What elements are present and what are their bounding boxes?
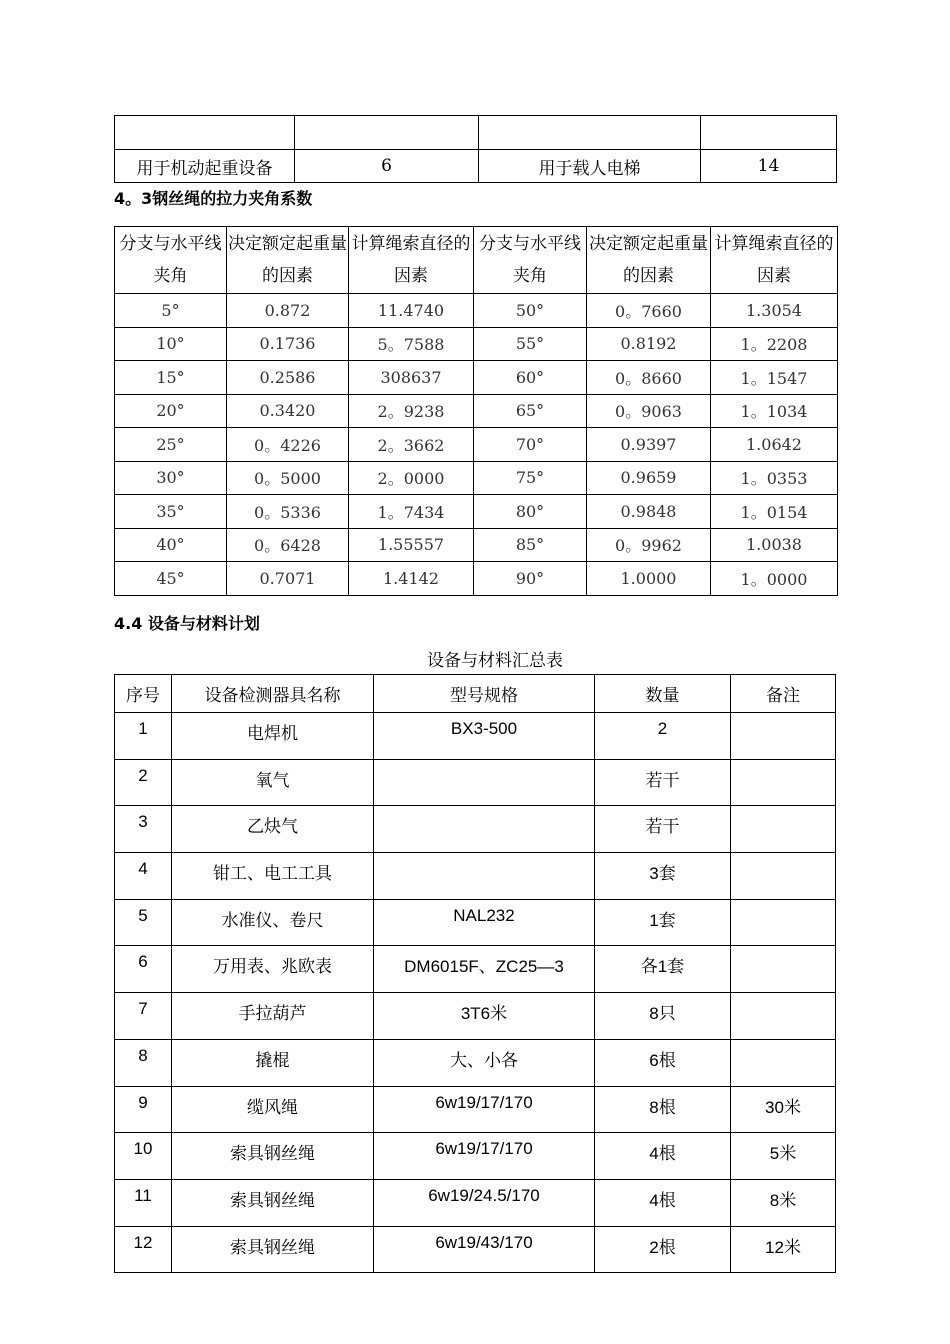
table-cell xyxy=(295,116,479,150)
table-cell: 55° xyxy=(474,327,587,361)
table-row xyxy=(115,327,838,361)
table-cell: 4根 xyxy=(595,1179,731,1226)
table-cell: 手拉葫芦 xyxy=(172,993,374,1040)
table-cell: 3T6米 xyxy=(374,993,595,1040)
table-cell: 乙炔气 xyxy=(172,806,374,853)
table-cell: 10 xyxy=(115,1133,172,1180)
column-header: 计算绳索直径的因素 xyxy=(349,227,474,294)
table-cell: 0.7071 xyxy=(227,562,349,596)
table-cell: 8米 xyxy=(731,1179,836,1226)
section-heading: 4。3钢丝绳的拉力夹角系数 xyxy=(114,189,313,208)
table-row xyxy=(115,461,838,495)
table-cell: 0。9962 xyxy=(587,528,711,562)
table-cell: 6w19/43/170 xyxy=(374,1226,595,1273)
table-cell xyxy=(731,759,836,806)
table-cell: 0.872 xyxy=(227,294,349,328)
column-header: 计算绳索直径的因素 xyxy=(711,227,838,294)
table-row xyxy=(115,713,836,760)
table-cell xyxy=(374,806,595,853)
table-cell: 7 xyxy=(115,993,172,1040)
table-cell: 大、小各 xyxy=(374,1039,595,1086)
table-cell: NAL232 xyxy=(374,899,595,946)
table-cell: 氧气 xyxy=(172,759,374,806)
table-row xyxy=(115,294,838,328)
table-cell: 4根 xyxy=(595,1133,731,1180)
table-cell: 水准仪、卷尺 xyxy=(172,899,374,946)
table-cell xyxy=(731,713,836,760)
table-cell: 各1套 xyxy=(595,946,731,993)
table-cell: 1套 xyxy=(595,899,731,946)
table-cell: 20° xyxy=(115,394,227,428)
table-cell: 25° xyxy=(115,428,227,462)
table-cell: 1.0038 xyxy=(711,528,838,562)
table-cell: 11.4740 xyxy=(349,294,474,328)
table-row xyxy=(115,806,836,853)
table-cell: 308637 xyxy=(349,361,474,395)
table-cell: 若干 xyxy=(595,806,731,853)
table-row xyxy=(115,853,836,900)
table-cell xyxy=(731,946,836,993)
table-header-row xyxy=(115,227,838,294)
table-cell xyxy=(115,116,295,150)
column-header: 分支与水平线夹角 xyxy=(474,227,587,294)
table-cell: 1。0154 xyxy=(711,495,838,529)
table-cell: 11 xyxy=(115,1179,172,1226)
table-cell: 1 xyxy=(115,713,172,760)
table-cell xyxy=(701,116,837,150)
table-cell xyxy=(731,853,836,900)
table-cell: 6w19/24.5/170 xyxy=(374,1179,595,1226)
table-cell: 6根 xyxy=(595,1039,731,1086)
table-cell: 5。7588 xyxy=(349,327,474,361)
table-row xyxy=(115,993,836,1040)
table-cell: 0.8192 xyxy=(587,327,711,361)
table-cell: 50° xyxy=(474,294,587,328)
table-cell: 万用表、兆欧表 xyxy=(172,946,374,993)
table-cell: 0.2586 xyxy=(227,361,349,395)
table-cell xyxy=(374,853,595,900)
table-cell: 60° xyxy=(474,361,587,395)
table-cell: 10° xyxy=(115,327,227,361)
table-row xyxy=(115,1179,836,1226)
table-cell: 1.0642 xyxy=(711,428,838,462)
table-row xyxy=(115,361,838,395)
table-row xyxy=(115,116,837,150)
table-cell: 6w19/17/170 xyxy=(374,1086,595,1133)
table-cell: 电焊机 xyxy=(172,713,374,760)
table-row xyxy=(115,759,836,806)
table-cell: 1。1547 xyxy=(711,361,838,395)
table-cell: 2 xyxy=(595,713,731,760)
table-row xyxy=(115,562,838,596)
table-cell: 5° xyxy=(115,294,227,328)
table-cell: 1。0353 xyxy=(711,461,838,495)
table-cell: 索具钢丝绳 xyxy=(172,1179,374,1226)
table-cell: 70° xyxy=(474,428,587,462)
table-cell: 35° xyxy=(115,495,227,529)
table-row xyxy=(115,495,838,529)
table-row xyxy=(115,899,836,946)
table-cell: 80° xyxy=(474,495,587,529)
table-cell: 4 xyxy=(115,853,172,900)
table-cell: 9 xyxy=(115,1086,172,1133)
table-cell xyxy=(731,899,836,946)
table-row xyxy=(115,1133,836,1180)
table-cell: 0.9848 xyxy=(587,495,711,529)
column-header: 决定额定起重量的因素 xyxy=(587,227,711,294)
table-cell: 6 xyxy=(295,150,479,183)
column-header: 决定额定起重量的因素 xyxy=(227,227,349,294)
table-cell xyxy=(731,1039,836,1086)
table-cell: BX3-500 xyxy=(374,713,595,760)
table-cell: 0.1736 xyxy=(227,327,349,361)
table-cell: 2 xyxy=(115,759,172,806)
table-cell: 钳工、电工工具 xyxy=(172,853,374,900)
table-cell xyxy=(374,759,595,806)
table-cell: 1。0000 xyxy=(711,562,838,596)
table-caption: 设备与材料汇总表 xyxy=(427,651,563,671)
table-cell: 0。5000 xyxy=(227,461,349,495)
table-row xyxy=(115,1226,836,1273)
table-row xyxy=(115,428,838,462)
table-cell xyxy=(731,806,836,853)
table-cell: 30米 xyxy=(731,1086,836,1133)
table-cell: 0.3420 xyxy=(227,394,349,428)
table-cell: 1。1034 xyxy=(711,394,838,428)
table-cell: 索具钢丝绳 xyxy=(172,1133,374,1180)
table-cell: 1。7434 xyxy=(349,495,474,529)
table-cell: 85° xyxy=(474,528,587,562)
table-cell: 8只 xyxy=(595,993,731,1040)
table-header-row xyxy=(115,675,836,713)
table-cell: 75° xyxy=(474,461,587,495)
table-cell: 0。5336 xyxy=(227,495,349,529)
table-cell: 用于载人电梯 xyxy=(479,150,701,183)
table-cell: 2。3662 xyxy=(349,428,474,462)
table-cell: 撬棍 xyxy=(172,1039,374,1086)
table-cell: 40° xyxy=(115,528,227,562)
table-cell: 0.9659 xyxy=(587,461,711,495)
table-cell: 8 xyxy=(115,1039,172,1086)
table-cell: 3套 xyxy=(595,853,731,900)
table-cell: 45° xyxy=(115,562,227,596)
table-cell: 15° xyxy=(115,361,227,395)
top-table xyxy=(114,115,837,183)
section-heading: 4.4 设备与材料计划 xyxy=(114,614,260,633)
table-cell: 30° xyxy=(115,461,227,495)
table-cell: 缆风绳 xyxy=(172,1086,374,1133)
column-header: 分支与水平线夹角 xyxy=(115,227,227,294)
column-header: 设备检测器具名称 xyxy=(172,675,374,713)
table-cell: 0。8660 xyxy=(587,361,711,395)
table-row xyxy=(115,1039,836,1086)
column-header: 型号规格 xyxy=(374,675,595,713)
table-cell: 12米 xyxy=(731,1226,836,1273)
table-cell: 3 xyxy=(115,806,172,853)
table-cell: 5 xyxy=(115,899,172,946)
column-header: 序号 xyxy=(115,675,172,713)
table-cell: 若干 xyxy=(595,759,731,806)
table-cell: 1.3054 xyxy=(711,294,838,328)
table-cell: 0。7660 xyxy=(587,294,711,328)
table-cell: 索具钢丝绳 xyxy=(172,1226,374,1273)
column-header: 数量 xyxy=(595,675,731,713)
table-row xyxy=(115,1086,836,1133)
table-cell: 1.55557 xyxy=(349,528,474,562)
table-cell: 8根 xyxy=(595,1086,731,1133)
table-cell: 0.9397 xyxy=(587,428,711,462)
table-cell: 6 xyxy=(115,946,172,993)
angle-factor-table xyxy=(114,226,838,596)
table-cell: 1.0000 xyxy=(587,562,711,596)
table-cell: 1。2208 xyxy=(711,327,838,361)
table-cell: 2。9238 xyxy=(349,394,474,428)
table-row xyxy=(115,394,838,428)
table-cell xyxy=(731,993,836,1040)
table-cell: 6w19/17/170 xyxy=(374,1133,595,1180)
table-cell xyxy=(479,116,701,150)
table-row xyxy=(115,528,838,562)
table-cell: DM6015F、ZC25—3 xyxy=(374,946,595,993)
table-cell: 90° xyxy=(474,562,587,596)
table-row xyxy=(115,946,836,993)
table-cell: 65° xyxy=(474,394,587,428)
column-header: 备注 xyxy=(731,675,836,713)
table-row xyxy=(115,150,837,183)
table-cell: 0。6428 xyxy=(227,528,349,562)
table-cell: 用于机动起重设备 xyxy=(115,150,295,183)
equipment-table xyxy=(114,674,836,1273)
table-cell: 12 xyxy=(115,1226,172,1273)
table-cell: 0。9063 xyxy=(587,394,711,428)
table-cell: 14 xyxy=(701,150,837,183)
table-cell: 2。0000 xyxy=(349,461,474,495)
table-cell: 1.4142 xyxy=(349,562,474,596)
table-cell: 0。4226 xyxy=(227,428,349,462)
table-cell: 2根 xyxy=(595,1226,731,1273)
table-cell: 5米 xyxy=(731,1133,836,1180)
